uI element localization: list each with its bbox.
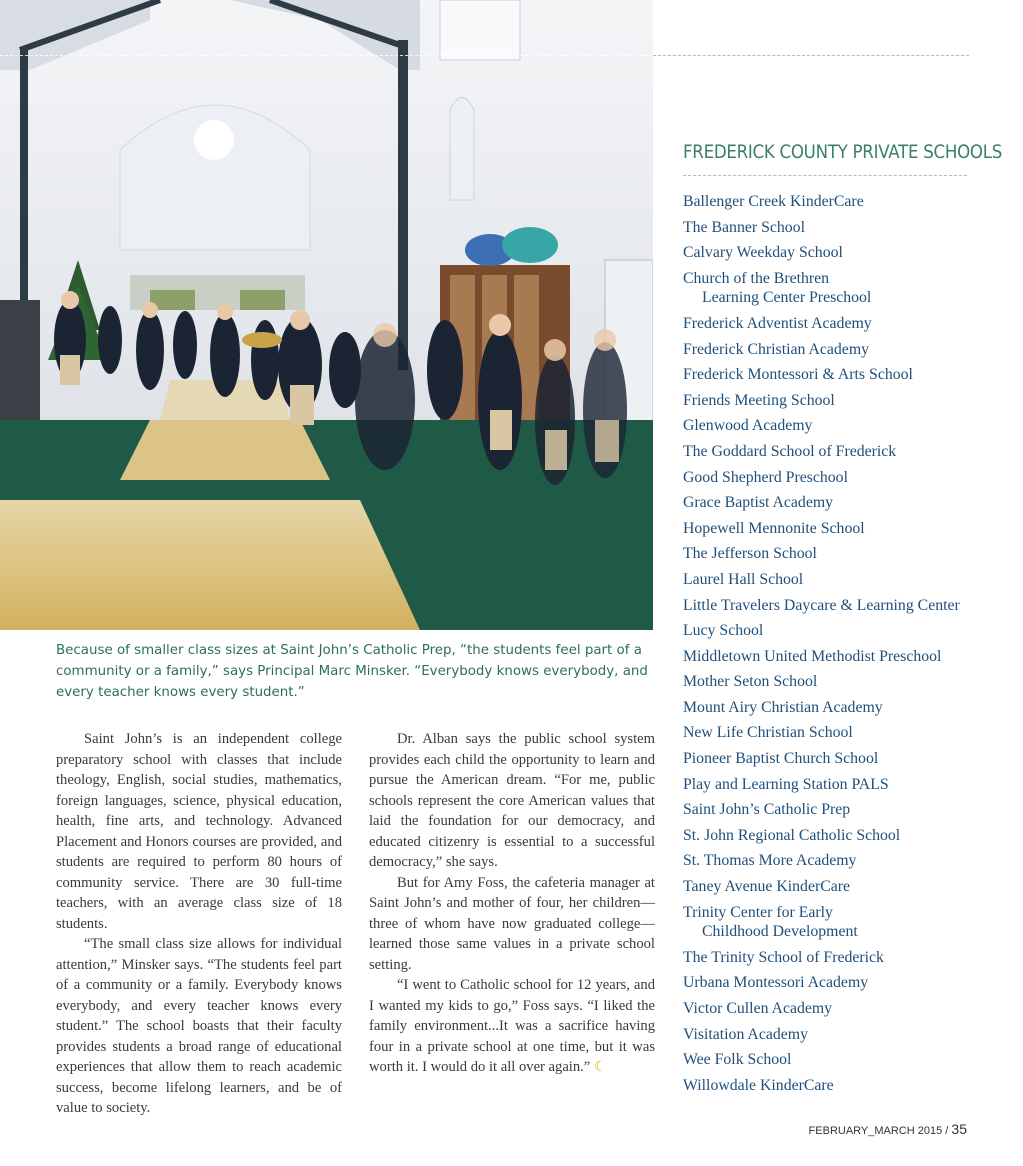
school-name: Mother Seton School	[683, 673, 818, 691]
school-list-item	[683, 218, 973, 238]
school-list-item	[683, 269, 973, 308]
school-list-item	[683, 621, 973, 641]
school-list-item	[683, 999, 973, 1019]
school-name: Willowdale KinderCare	[683, 1076, 834, 1094]
school-list-item	[683, 391, 973, 411]
school-list-item	[683, 519, 973, 539]
school-list-item	[683, 340, 973, 360]
school-name-continued: Childhood Development	[702, 923, 858, 941]
school-name: Hopewell Mennonite School	[683, 519, 865, 537]
school-list-item	[683, 826, 973, 846]
school-list-item	[683, 672, 973, 692]
school-name: Little Travelers Daycare & Learning Center	[683, 596, 960, 614]
school-name: Middletown United Methodist Preschool	[683, 647, 942, 665]
school-name: New Life Christian School	[683, 724, 853, 742]
school-list-item	[683, 314, 973, 334]
school-name: Saint John’s Catholic Prep	[683, 801, 851, 819]
school-name: Calvary Weekday School	[683, 244, 843, 262]
private-schools-sidebar	[683, 140, 1003, 1101]
school-list-item	[683, 775, 973, 795]
school-list-item	[683, 365, 973, 385]
school-list-item	[683, 544, 973, 564]
paragraph: Dr. Alban says the public school system provides each child the opportunity to learn and pursue the American dream. “For me, public schools represent the core American values that laid the foundation for our democracy, and educated citizenry is essential to a successful democracy,” she says.	[369, 731, 655, 870]
school-list-item	[683, 800, 973, 820]
school-list-item	[683, 570, 973, 590]
school-name: Frederick Adventist Academy	[683, 314, 872, 332]
school-name: Victor Cullen Academy	[683, 1000, 833, 1017]
school-name-continued: Learning Center Preschool	[702, 289, 872, 307]
school-name: Frederick Christian Academy	[683, 340, 869, 358]
school-name: The Banner School	[683, 218, 805, 236]
top-dashed-rule-overlay	[0, 55, 653, 56]
paragraph-final	[369, 975, 655, 1079]
sidebar-title: FREDERICK COUNTY PRIVATE SCHOOLS	[683, 142, 1003, 163]
folio-separator: /	[945, 1125, 949, 1137]
issue-date: FEBRUARY_MARCH 2015	[808, 1125, 943, 1137]
school-name: St. Thomas More Academy	[683, 852, 857, 870]
school-list-item	[683, 243, 973, 263]
school-list-item	[683, 493, 973, 513]
page-number: 35	[951, 1121, 967, 1137]
school-name: The Goddard School of Frederick	[683, 442, 897, 460]
paragraph: “The small class size allows for individual attention,” Minsker says. “The students feel part of a community or a family. Everybody knows everybody, and every teacher knows every student.” The school boasts that their faculty provides students a broad range of educational experiences that allow them to reach academic success, become lifelong learners, and be of value to society.	[56, 936, 342, 1116]
page-folio	[809, 1121, 967, 1137]
school-name: Ballenger Creek KinderCare	[683, 193, 864, 210]
school-list-item	[683, 877, 973, 897]
school-list-item	[683, 468, 973, 488]
paragraph: Saint John’s is an independent college preparatory school with classes that include theology, English, social studies, mathematics, foreign languages, science, physical education, health, fine arts, and technology. Advanced Placement and Honors courses are provided, and students are required to perform 80 hours of community service. There are 30 full-time teachers, with an average class size of 18 students.	[56, 731, 342, 932]
school-list-item	[683, 698, 973, 718]
school-name: The Jefferson School	[683, 545, 817, 563]
school-list-item	[683, 851, 973, 871]
hallway-photo	[0, 0, 653, 630]
school-name: Lucy School	[683, 622, 764, 640]
school-list-item	[683, 1025, 973, 1045]
school-list-item	[683, 948, 973, 968]
school-list-item	[683, 596, 973, 616]
school-list-item	[683, 192, 973, 212]
school-list-item	[683, 416, 973, 436]
hallway-photo-illustration	[0, 0, 653, 630]
school-list-item	[683, 442, 973, 462]
school-list-item	[683, 749, 973, 769]
school-name: Friends Meeting School	[683, 391, 835, 409]
school-list-item	[683, 1050, 973, 1070]
paragraph: But for Amy Foss, the cafeteria manager at Saint John’s and mother of four, her children—three of whom have now graduated college—learned those same values in a private school setting.	[369, 874, 655, 973]
school-name: Taney Avenue KinderCare	[683, 878, 851, 896]
school-list-item	[683, 1076, 973, 1096]
school-name: Laurel Hall School	[683, 570, 804, 588]
school-name: Play and Learning Station PALS	[683, 775, 889, 793]
school-name: Trinity Center for Early	[683, 903, 833, 921]
article-column-1	[56, 729, 342, 1119]
school-name: The Trinity School of Frederick	[683, 948, 884, 966]
school-name: Urbana Montessori Academy	[683, 974, 869, 992]
photo-caption: Because of smaller class sizes at Saint John’s Catholic Prep, “the students feel part of a community or a family,” says Principal Marc Minsker. “Everybody knows everybody, and every teacher knows every student.”	[56, 643, 648, 700]
school-name: Good Shepherd Preschool	[683, 468, 848, 486]
top-dashed-rule	[653, 55, 969, 56]
article-column-2	[369, 729, 655, 1079]
school-list-item	[683, 723, 973, 743]
school-list	[683, 192, 973, 1095]
school-name: Pioneer Baptist Church School	[683, 750, 879, 768]
school-name: Grace Baptist Academy	[683, 494, 834, 512]
school-name: Wee Folk School	[683, 1051, 792, 1069]
school-name: Visitation Academy	[683, 1025, 808, 1043]
school-name: Frederick Montessori & Arts School	[683, 366, 913, 384]
sidebar-dashed-rule	[683, 175, 967, 176]
school-list-item	[683, 647, 973, 667]
paragraph-text: “I went to Catholic school for 12 years, and I wanted my kids to go,” Foss says. “I liked the family environment...It was a sacrifice having four in a private school at one time, but it was worth it. I would do it all over again.”	[369, 977, 655, 1075]
school-name: St. John Regional Catholic School	[683, 826, 901, 844]
moon-end-mark-icon: ☾	[593, 1060, 607, 1075]
school-name: Mount Airy Christian Academy	[683, 698, 883, 716]
school-name: Glenwood Academy	[683, 417, 813, 435]
school-name: Church of the Brethren	[683, 269, 830, 287]
school-list-item	[683, 973, 973, 993]
school-list-item	[683, 903, 973, 942]
